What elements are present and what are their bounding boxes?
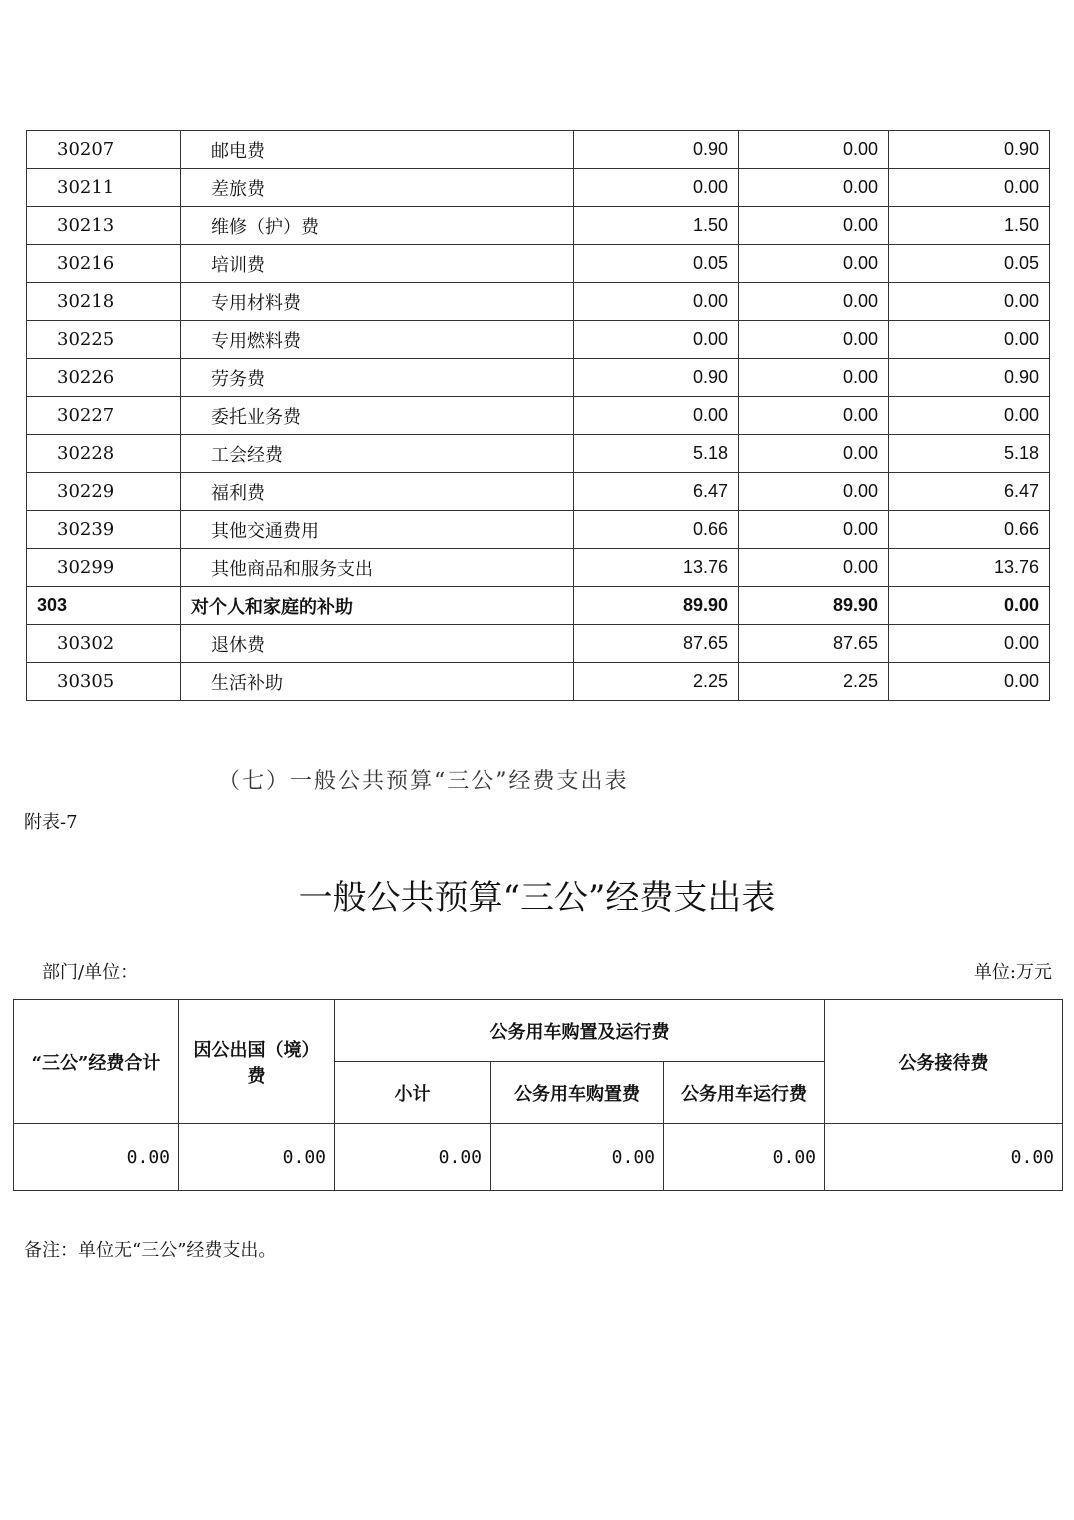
row-total: 0.05 [574, 245, 739, 283]
row-code: 30216 [27, 245, 181, 283]
row-total: 0.90 [574, 131, 739, 169]
document-title: 一般公共预算“三公”经费支出表 [298, 878, 776, 918]
row-name: 委托业务费 [181, 397, 574, 435]
header-abroad: 因公出国（境）费 [179, 1000, 335, 1124]
row-total: 87.65 [574, 625, 739, 663]
row-basic: 0.00 [739, 283, 889, 321]
row-basic: 0.00 [739, 207, 889, 245]
row-project: 5.18 [889, 435, 1050, 473]
row-project: 0.00 [889, 397, 1050, 435]
expense-detail-table [26, 130, 1050, 701]
row-total: 0.00 [574, 397, 739, 435]
row-code: 30239 [27, 511, 181, 549]
table-row [27, 131, 1050, 169]
section-heading: （七）一般公共预算“三公”经费支出表 [218, 769, 629, 794]
table-row [27, 473, 1050, 511]
row-basic: 89.90 [739, 587, 889, 625]
expense-detail-rows [27, 131, 1050, 701]
row-total: 89.90 [574, 587, 739, 625]
row-name: 其他交通费用 [181, 511, 574, 549]
three-public-expense-table [13, 999, 1063, 1191]
row-project: 0.00 [889, 587, 1050, 625]
remark-note: 备注：单位无“三公”经费支出。 [24, 1240, 277, 1261]
value-vehicle-purchase: 0.00 [491, 1124, 664, 1191]
row-basic: 0.00 [739, 359, 889, 397]
row-project: 1.50 [889, 207, 1050, 245]
value-vehicle-operation: 0.00 [664, 1124, 825, 1191]
row-project: 0.66 [889, 511, 1050, 549]
row-project: 0.00 [889, 625, 1050, 663]
row-total: 0.66 [574, 511, 739, 549]
table-row [27, 435, 1050, 473]
row-total: 5.18 [574, 435, 739, 473]
header-vehicle-subtotal: 小计 [335, 1062, 491, 1124]
row-name: 工会经费 [181, 435, 574, 473]
row-name: 邮电费 [181, 131, 574, 169]
row-basic: 0.00 [739, 511, 889, 549]
department-label: 部门/单位： [42, 962, 139, 983]
row-total: 0.90 [574, 359, 739, 397]
table-row [27, 283, 1050, 321]
table-row [27, 207, 1050, 245]
table-row [27, 587, 1050, 625]
row-name: 生活补助 [181, 663, 574, 701]
header-reception: 公务接待费 [825, 1000, 1063, 1124]
row-basic: 0.00 [739, 549, 889, 587]
table-row [27, 321, 1050, 359]
row-total: 1.50 [574, 207, 739, 245]
header-vehicle-operation: 公务用车运行费 [664, 1062, 825, 1124]
value-reception: 0.00 [825, 1124, 1063, 1191]
appendix-label: 附表-7 [24, 812, 78, 833]
unit-label: 单位:万元 [973, 962, 1052, 983]
row-code: 30227 [27, 397, 181, 435]
row-code: 30218 [27, 283, 181, 321]
row-total: 0.00 [574, 169, 739, 207]
table-row [27, 511, 1050, 549]
row-code: 30302 [27, 625, 181, 663]
row-project: 0.05 [889, 245, 1050, 283]
row-code: 30211 [27, 169, 181, 207]
row-basic: 0.00 [739, 435, 889, 473]
row-basic: 0.00 [739, 245, 889, 283]
row-basic: 0.00 [739, 131, 889, 169]
row-code: 30207 [27, 131, 181, 169]
value-abroad: 0.00 [179, 1124, 335, 1191]
row-total: 2.25 [574, 663, 739, 701]
row-project: 0.90 [889, 131, 1050, 169]
row-project: 0.90 [889, 359, 1050, 397]
row-basic: 0.00 [739, 397, 889, 435]
table-row [27, 169, 1050, 207]
row-code: 30228 [27, 435, 181, 473]
row-name: 对个人和家庭的补助 [181, 587, 574, 625]
value-total: 0.00 [14, 1124, 179, 1191]
row-code: 30226 [27, 359, 181, 397]
table-row [27, 625, 1050, 663]
row-code: 303 [27, 587, 181, 625]
row-name: 退休费 [181, 625, 574, 663]
row-name: 维修（护）费 [181, 207, 574, 245]
row-code: 30299 [27, 549, 181, 587]
row-code: 30305 [27, 663, 181, 701]
value-vehicle-subtotal: 0.00 [335, 1124, 491, 1191]
header-vehicle-purchase: 公务用车购置费 [491, 1062, 664, 1124]
table-row [27, 245, 1050, 283]
row-basic: 0.00 [739, 473, 889, 511]
row-basic: 2.25 [739, 663, 889, 701]
row-name: 福利费 [181, 473, 574, 511]
row-project: 0.00 [889, 663, 1050, 701]
row-total: 0.00 [574, 321, 739, 359]
row-total: 13.76 [574, 549, 739, 587]
table-row [27, 549, 1050, 587]
row-code: 30225 [27, 321, 181, 359]
row-project: 13.76 [889, 549, 1050, 587]
table-row [27, 359, 1050, 397]
row-project: 0.00 [889, 283, 1050, 321]
row-code: 30213 [27, 207, 181, 245]
row-project: 0.00 [889, 169, 1050, 207]
row-name: 专用燃料费 [181, 321, 574, 359]
table-row [27, 397, 1050, 435]
row-basic: 0.00 [739, 169, 889, 207]
row-basic: 0.00 [739, 321, 889, 359]
row-project: 6.47 [889, 473, 1050, 511]
table-row [27, 663, 1050, 701]
header-total: “三公”经费合计 [14, 1000, 179, 1124]
row-name: 其他商品和服务支出 [181, 549, 574, 587]
row-name: 专用材料费 [181, 283, 574, 321]
row-project: 0.00 [889, 321, 1050, 359]
row-total: 0.00 [574, 283, 739, 321]
row-code: 30229 [27, 473, 181, 511]
header-vehicle-group: 公务用车购置及运行费 [335, 1000, 825, 1062]
row-name: 差旅费 [181, 169, 574, 207]
row-name: 劳务费 [181, 359, 574, 397]
row-name: 培训费 [181, 245, 574, 283]
row-total: 6.47 [574, 473, 739, 511]
row-basic: 87.65 [739, 625, 889, 663]
